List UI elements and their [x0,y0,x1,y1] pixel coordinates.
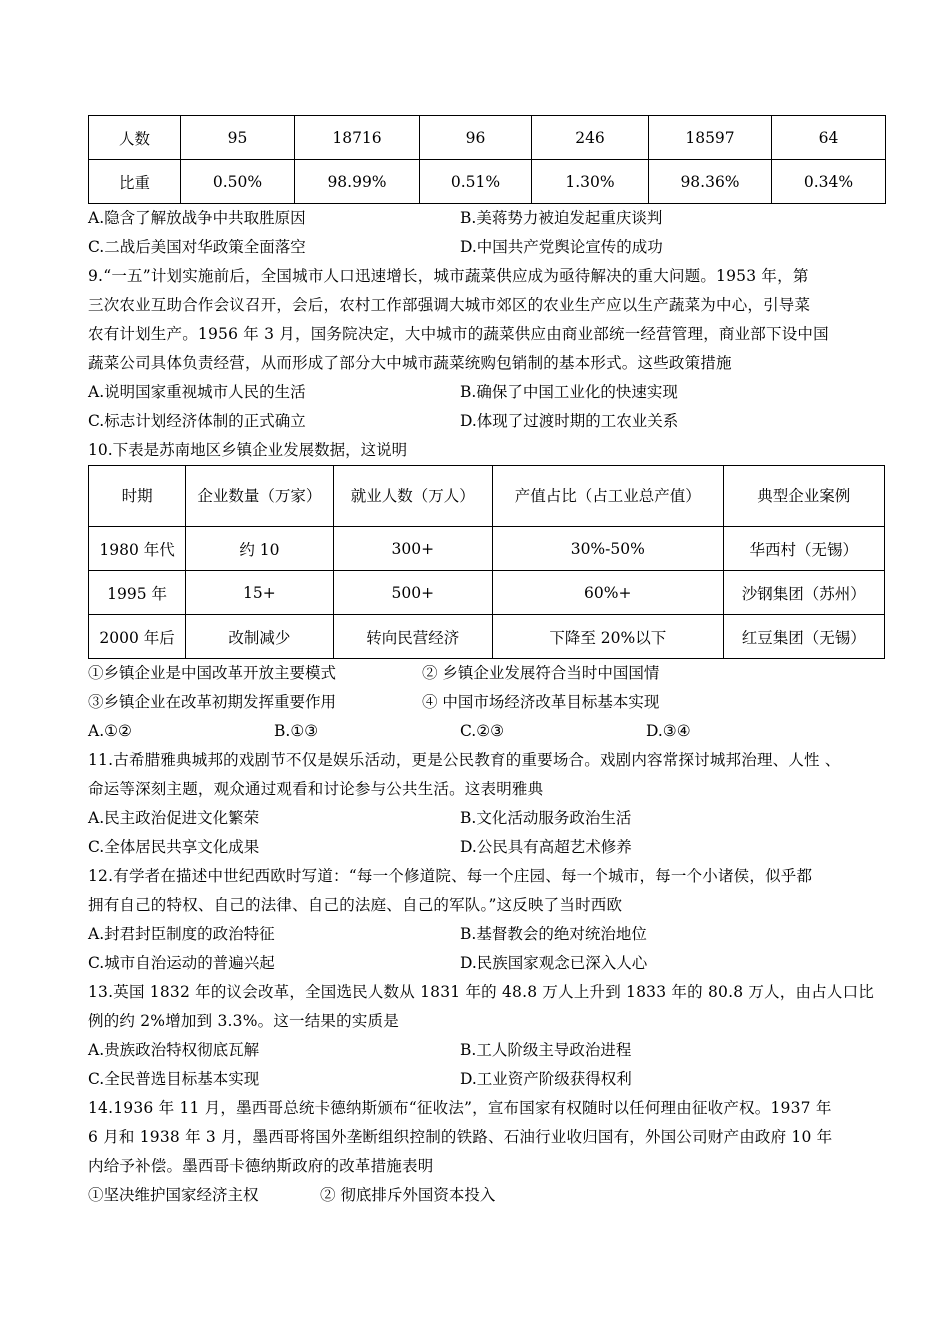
q14-line: 内给予补偿。墨西哥卡德纳斯政府的改革措施表明 [88,1157,434,1175]
table-row [89,160,886,204]
q13-line: 例的约 2%增加到 3.3%。这一结果的实质是 [88,1012,399,1030]
q10-statement-4: ④ 中国市场经济改革目标基本实现 [422,693,660,711]
table-cell: 64 [772,116,886,160]
q11-option-a[interactable]: A.民主政治促进文化繁荣 [88,809,260,827]
q14-line: 6 月和 1938 年 3 月，墨西哥将国外垄断组织控制的铁路、石油行业收归国有，外国公司财产由政府 10 年 [88,1128,833,1146]
table-header: 产值占比（占工业总产值） [492,466,723,527]
table-cell: 沙钢集团（苏州） [723,571,884,615]
q11-options-row1 [88,804,888,833]
q13-stem [88,978,888,1036]
table-cell: 下降至 20%以下 [492,615,723,659]
q12-line: 拥有自己的特权、自己的法律、自己的法庭、自己的军队。”这反映了当时西欧 [88,896,623,914]
q10-options [88,717,888,746]
q13-line: 13.英国 1832 年的议会改革，全国选民人数从 1831 年的 48.8 万人上升到 1833 年的 80.8 万人，由占人口比 [88,983,874,1001]
table-cell: 15+ [186,571,333,615]
table-header: 典型企业案例 [723,466,884,527]
q10-statements-row1 [88,659,888,688]
table-cell: 华西村（无锡） [723,527,884,571]
q12-option-c[interactable]: C.城市自治运动的普遍兴起 [88,954,275,972]
table-row [89,116,886,160]
table-cell: 2000 年后 [89,615,186,659]
q14-statements-row1 [88,1181,888,1210]
q11-options-row2 [88,833,888,862]
q12-line: 12.有学者在描述中世纪西欧时写道：“每一个修道院、每一个庄园、每一个城市，每一个小诸侯，似乎都 [88,867,813,885]
table-cell: 约 10 [186,527,333,571]
q9-line: 三次农业互助合作会议召开，会后，农村工作部强调大城市郊区的农业生产应以生产蔬菜为中心，引导菜 [88,296,811,314]
q10-statements-row2 [88,688,888,717]
q13-option-d[interactable]: D.工业资产阶级获得权利 [460,1070,632,1088]
q14-line: 14.1936 年 11 月，墨西哥总统卡德纳斯颁布“征收法”，宣布国家有权随时以任何理由征收产权。1937 年 [88,1099,832,1117]
q9-option-b[interactable]: B.确保了中国工业化的快速实现 [460,383,678,401]
table-cell: 0.51% [420,160,532,204]
q10-option-d[interactable]: D.③④ [646,722,691,740]
q9-option-c[interactable]: C.标志计划经济体制的正式确立 [88,412,306,430]
table-cell: 转向民营经济 [333,615,492,659]
q9-options-row1 [88,378,888,407]
q10-option-a[interactable]: A.①② [88,722,132,740]
table-cell: 30%-50% [492,527,723,571]
q11-option-b[interactable]: B.文化活动服务政治生活 [460,809,632,827]
table-cell: 18597 [649,116,772,160]
q10-statement-3: ③乡镇企业在改革初期发挥重要作用 [88,693,337,711]
q10-statement-2: ② 乡镇企业发展符合当时中国国情 [422,664,660,682]
table-cell: 红豆集团（无锡） [723,615,884,659]
q8-option-a[interactable]: A.隐含了解放战争中共取胜原因 [88,209,306,227]
q8-option-d[interactable]: D.中国共产党舆论宣传的成功 [460,238,663,256]
q12-options-row2 [88,949,888,978]
q10-stem: 10.下表是苏南地区乡镇企业发展数据，这说明 [88,441,408,459]
table-cell: 0.34% [772,160,886,204]
table-cell: 98.99% [295,160,420,204]
q12-stem [88,862,888,920]
q9-line: 蔬菜公司具体负责经营，从而形成了部分大中城市蔬菜统购包销制的基本形式。这些政策措施 [88,354,732,372]
q11-option-c[interactable]: C.全体居民共享文化成果 [88,838,260,856]
q9-stem [88,262,888,378]
q12-options-row1 [88,920,888,949]
table-cell: 95 [181,116,295,160]
q8-option-c[interactable]: C.二战后美国对华政策全面落空 [88,238,306,256]
q12-option-a[interactable]: A.封君封臣制度的政治特征 [88,925,275,943]
q14-statement-1: ①坚决维护国家经济主权 [88,1186,259,1204]
table-cell: 98.36% [649,160,772,204]
table-cell: 改制减少 [186,615,333,659]
q13-option-c[interactable]: C.全民普选目标基本实现 [88,1070,260,1088]
table-row [89,571,885,615]
q8-option-b[interactable]: B.美蒋势力被迫发起重庆谈判 [460,209,663,227]
exam-page [88,115,888,1210]
q9-option-a[interactable]: A.说明国家重视城市人民的生活 [88,383,306,401]
q8-options-row1 [88,204,888,233]
q12-option-d[interactable]: D.民族国家观念已深入人心 [460,954,648,972]
table-cell: 96 [420,116,532,160]
table-row [89,615,885,659]
q14-statement-2: ② 彻底排斥外国资本投入 [320,1186,496,1204]
q13-options-row2 [88,1065,888,1094]
q11-line: 命运等深刻主题，观众通过观看和讨论参与公共生活。这表明雅典 [88,780,544,798]
table-cell: 人数 [89,116,181,160]
q10-statement-1: ①乡镇企业是中国改革开放主要模式 [88,664,337,682]
table-cell: 比重 [89,160,181,204]
table-cell: 18716 [295,116,420,160]
table-cell: 300+ [333,527,492,571]
table-cell: 60%+ [492,571,723,615]
table-cell: 1995 年 [89,571,186,615]
table-cell: 1.30% [532,160,649,204]
q13-option-b[interactable]: B.工人阶级主导政治进程 [460,1041,632,1059]
q9-line: 农有计划生产。1956 年 3 月，国务院决定，大中城市的蔬菜供应由商业部统一经营管理，商业部下设中国 [88,325,829,343]
table-cell: 246 [532,116,649,160]
table-header: 就业人数（万人） [333,466,492,527]
q10-option-b[interactable]: B.①③ [274,722,319,740]
voter-table [88,115,886,204]
table-header: 企业数量（万家） [186,466,333,527]
q11-stem [88,746,888,804]
table-cell: 0.50% [181,160,295,204]
q14-stem [88,1094,888,1181]
q13-option-a[interactable]: A.贵族政治特权彻底瓦解 [88,1041,260,1059]
q11-line: 11.古希腊雅典城邦的戏剧节不仅是娱乐活动，更是公民教育的重要场合。戏剧内容常探讨城邦治理、人性 、 [88,751,841,769]
township-enterprise-table [88,465,885,659]
q9-option-d[interactable]: D.体现了过渡时期的工农业关系 [460,412,679,430]
q12-option-b[interactable]: B.基督教会的绝对统治地位 [460,925,647,943]
q9-options-row2 [88,407,888,436]
table-cell: 1980 年代 [89,527,186,571]
table-cell: 500+ [333,571,492,615]
table-header-row [89,466,885,527]
q13-options-row1 [88,1036,888,1065]
q8-options-row2 [88,233,888,262]
q11-option-d[interactable]: D.公民具有高超艺术修养 [460,838,632,856]
q9-line: 9.“一五”计划实施前后，全国城市人口迅速增长，城市蔬菜供应成为亟待解决的重大问题。1953 年，第 [88,267,809,285]
table-header: 时期 [89,466,186,527]
q10-option-c[interactable]: C.②③ [460,722,505,740]
table-row [89,527,885,571]
